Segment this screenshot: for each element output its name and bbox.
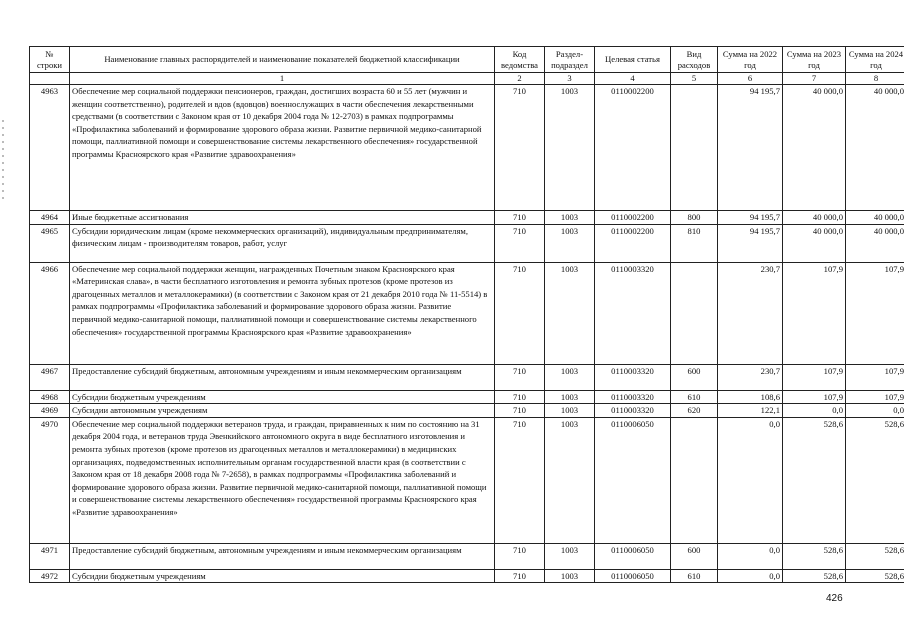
table-row (30, 390, 904, 404)
row-sum-2024: 107,9 (846, 262, 904, 364)
row-sum-2023: 107,9 (783, 390, 846, 404)
row-expense-type: 600 (671, 364, 718, 390)
header-dept-code: Код ведомства (495, 47, 545, 73)
row-sum-2024: 40 000,0 (846, 224, 904, 262)
row-dept-code: 710 (495, 262, 545, 364)
row-sum-2022: 0,0 (718, 417, 783, 543)
row-sum-2023: 40 000,0 (783, 224, 846, 262)
column-number: 6 (718, 73, 783, 85)
row-sum-2023: 40 000,0 (783, 85, 846, 211)
row-number: 4971 (30, 543, 70, 569)
row-sum-2024: 528,6 (846, 543, 904, 569)
row-section: 1003 (545, 543, 595, 569)
row-sum-2022: 230,7 (718, 262, 783, 364)
row-name: Обеспечение мер социальной поддержки пенсионеров, граждан, достигших возраста 60 и 55 лет (мужчин и женщин соответственно), родителей и вдов (вдовцов) военнослужащих в части обеспечения лекарственными средствами (в соответствии с Законом края от 10 декабря 2004 года № 12-2703) в рамках подпрограммы «Профилактика заболеваний и формирование здорового образа жизни. Развитие первичной медико-санитарной помощи, паллиативной помощи и совершенствование системы лекарственного обеспечения» государственной программы Красноярского края «Развитие здравоохранения» (70, 85, 495, 211)
row-sum-2022: 94 195,7 (718, 85, 783, 211)
column-number: 4 (595, 73, 671, 85)
table-row (30, 85, 904, 211)
row-name: Иные бюджетные ассигнования (70, 211, 495, 225)
row-section: 1003 (545, 211, 595, 225)
column-number: 3 (545, 73, 595, 85)
row-sum-2022: 108,6 (718, 390, 783, 404)
row-number: 4969 (30, 404, 70, 418)
row-sum-2024: 107,9 (846, 390, 904, 404)
row-dept-code: 710 (495, 417, 545, 543)
row-sum-2022: 94 195,7 (718, 224, 783, 262)
row-dept-code: 710 (495, 224, 545, 262)
table-row (30, 404, 904, 418)
row-number: 4963 (30, 85, 70, 211)
row-sum-2023: 528,6 (783, 417, 846, 543)
row-sum-2024: 107,9 (846, 364, 904, 390)
row-sum-2023: 40 000,0 (783, 211, 846, 225)
row-sum-2022: 94 195,7 (718, 211, 783, 225)
row-expense-type: 620 (671, 404, 718, 418)
header-sum-2024: Сумма на 2024 год (846, 47, 904, 73)
row-name: Субсидии юридическим лицам (кроме некоммерческих организаций), индивидуальным предпринимателям, физическим лицам - производителям товаров, работ, услуг (70, 224, 495, 262)
row-dept-code: 710 (495, 364, 545, 390)
row-dept-code: 710 (495, 404, 545, 418)
header-name: Наименование главных распорядителей и наименование показателей бюджетной классификации (70, 47, 495, 73)
row-name: Предоставление субсидий бюджетным, автономным учреждениям и иным некоммерческим организациям (70, 364, 495, 390)
table-body (30, 85, 904, 583)
row-sum-2023: 0,0 (783, 404, 846, 418)
row-sum-2022: 122,1 (718, 404, 783, 418)
row-dept-code: 710 (495, 569, 545, 583)
row-expense-type: 810 (671, 224, 718, 262)
row-section: 1003 (545, 262, 595, 364)
table-row (30, 224, 904, 262)
row-number: 4972 (30, 569, 70, 583)
row-name: Обеспечение мер социальной поддержки женщин, награжденных Почетным знаком Красноярского края «Материнская слава», в части бесплатного изготовления и ремонта зубных протезов (кроме протезов из драгоценных металлов и металлокерамики) (в соответствии с Законом края от 21 декабря 2010 года № 11-5514) в рамках подпрограммы «Профилактика заболеваний и формирование здорового образа жизни. Развитие первичной медико-санитарной помощи, паллиативной помощи и совершенствование системы лекарственного обеспечения» государственной программы Красноярского края «Развитие здравоохранения» (70, 262, 495, 364)
row-expense-type: 610 (671, 569, 718, 583)
row-sum-2023: 107,9 (783, 364, 846, 390)
row-target: 0110006050 (595, 543, 671, 569)
row-sum-2023: 107,9 (783, 262, 846, 364)
row-section: 1003 (545, 390, 595, 404)
row-target: 0110002200 (595, 224, 671, 262)
row-section: 1003 (545, 85, 595, 211)
column-number: 7 (783, 73, 846, 85)
row-sum-2023: 528,6 (783, 569, 846, 583)
header-sum-2023: Сумма на 2023 год (783, 47, 846, 73)
row-name: Субсидии автономным учреждениям (70, 404, 495, 418)
row-sum-2024: 0,0 (846, 404, 904, 418)
header-row-no: № строки (30, 47, 70, 73)
row-name: Субсидии бюджетным учреждениям (70, 390, 495, 404)
header-row (30, 47, 904, 73)
row-target: 0110006050 (595, 569, 671, 583)
row-target: 0110003320 (595, 404, 671, 418)
column-number: 2 (495, 73, 545, 85)
column-number-row (30, 73, 904, 85)
row-sum-2024: 528,6 (846, 417, 904, 543)
row-section: 1003 (545, 417, 595, 543)
header-expense-type: Вид расходов (671, 47, 718, 73)
page-number: 426 (826, 593, 843, 604)
row-target: 0110002200 (595, 85, 671, 211)
row-dept-code: 710 (495, 543, 545, 569)
column-number: 5 (671, 73, 718, 85)
row-target: 0110003320 (595, 390, 671, 404)
row-number: 4964 (30, 211, 70, 225)
row-number: 4965 (30, 224, 70, 262)
row-number: 4970 (30, 417, 70, 543)
table-row (30, 569, 904, 583)
row-sum-2024: 40 000,0 (846, 85, 904, 211)
table-row (30, 262, 904, 364)
column-number: 1 (70, 73, 495, 85)
row-expense-type: 800 (671, 211, 718, 225)
row-name: Предоставление субсидий бюджетным, автономным учреждениям и иным некоммерческим организациям (70, 543, 495, 569)
row-expense-type: 600 (671, 543, 718, 569)
header-target: Целевая статья (595, 47, 671, 73)
row-sum-2024: 40 000,0 (846, 211, 904, 225)
row-sum-2022: 230,7 (718, 364, 783, 390)
table-row (30, 543, 904, 569)
column-number: 8 (846, 73, 904, 85)
scan-margin-mark (2, 120, 4, 200)
row-section: 1003 (545, 224, 595, 262)
row-number: 4968 (30, 390, 70, 404)
row-dept-code: 710 (495, 211, 545, 225)
row-dept-code: 710 (495, 85, 545, 211)
row-sum-2022: 0,0 (718, 543, 783, 569)
row-number: 4966 (30, 262, 70, 364)
row-name: Обеспечение мер социальной поддержки ветеранов труда, и граждан, приравненных к ним по состоянию на 31 декабря 2004 года, и ветеранов труда Эвенкийского автономного округа в виде бесплатного изготовления и ремонта зубных протезов (кроме протезов из драгоценных металлов и металлокерамики) в медицинских организациях, подведомственных исполнительным органам государственной власти края (в соответствии с Законом края от 18 декабря 2008 года № 7-2658), в рамках подпрограммы «Профилактика заболеваний и формирование здорового образа жизни. Развитие первичной медико-санитарной помощи, паллиативной помощи и совершенствование системы лекарственного обеспечения» государственной программы Красноярского края «Развитие здравоохранения» (70, 417, 495, 543)
row-sum-2023: 528,6 (783, 543, 846, 569)
row-target: 0110003320 (595, 364, 671, 390)
row-target: 0110003320 (595, 262, 671, 364)
row-sum-2024: 528,6 (846, 569, 904, 583)
row-expense-type (671, 417, 718, 543)
row-section: 1003 (545, 404, 595, 418)
row-target: 0110002200 (595, 211, 671, 225)
row-expense-type (671, 262, 718, 364)
row-name: Субсидии бюджетным учреждениям (70, 569, 495, 583)
table-row (30, 417, 904, 543)
header-sum-2022: Сумма на 2022 год (718, 47, 783, 73)
row-section: 1003 (545, 364, 595, 390)
header-section: Раздел-подраздел (545, 47, 595, 73)
table-row (30, 211, 904, 225)
row-expense-type: 610 (671, 390, 718, 404)
row-sum-2022: 0,0 (718, 569, 783, 583)
budget-table (29, 46, 904, 583)
row-expense-type (671, 85, 718, 211)
row-number: 4967 (30, 364, 70, 390)
table-row (30, 364, 904, 390)
row-dept-code: 710 (495, 390, 545, 404)
row-section: 1003 (545, 569, 595, 583)
row-target: 0110006050 (595, 417, 671, 543)
